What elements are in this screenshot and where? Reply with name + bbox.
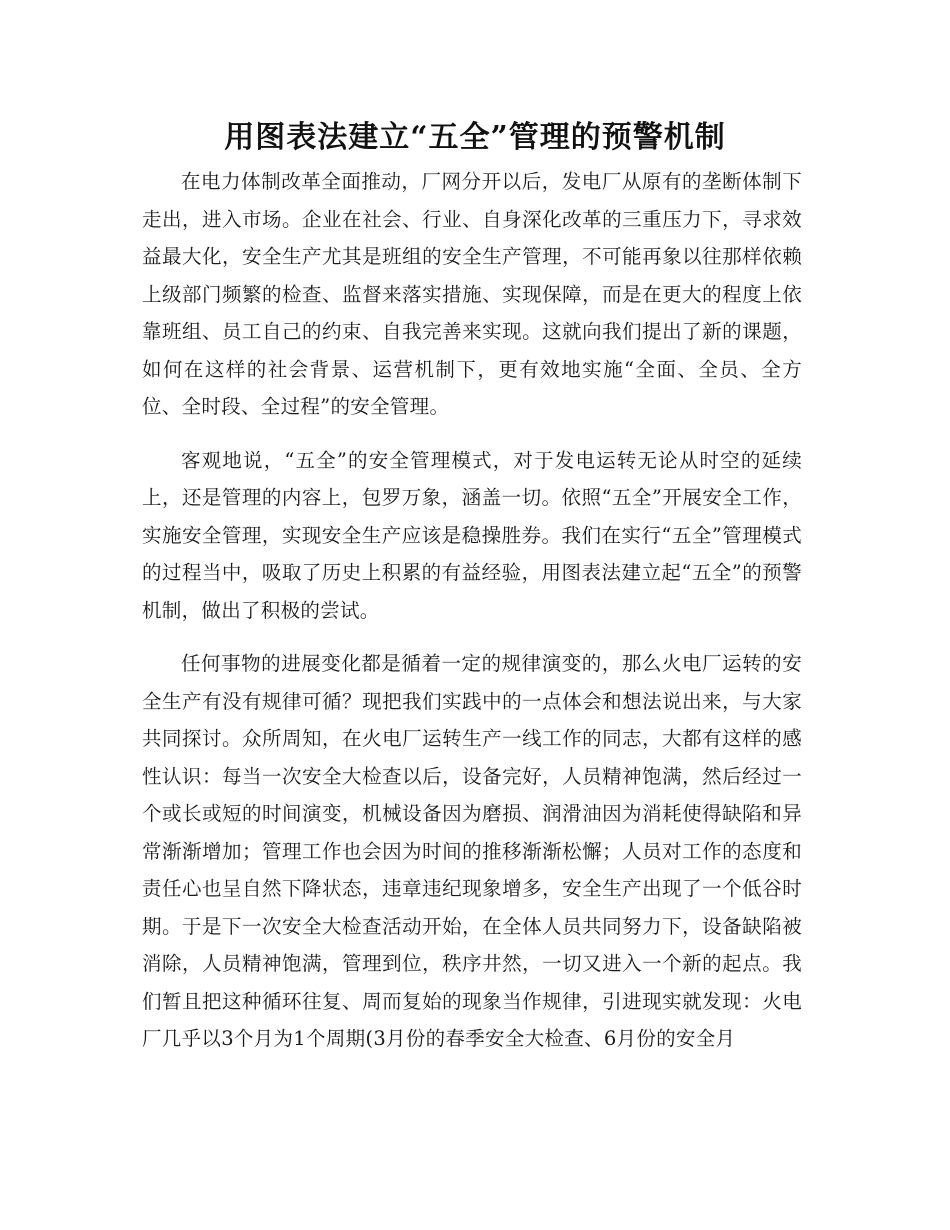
paragraph-2: 客观地说，“五全”的安全管理模式，对于发电运转无论从时空的延续上，还是管理的内容上，包罗万象，涵盖一切。依照“五全”开展安全工作，实施安全管理，实现安全生产应该是稳操胜券。我们在实行“五全”管理模式的过程当中，吸取了历史上积累的有益经验，用图表法建立起“五全”的预警机制，做出了积极的尝试。 [142, 448, 802, 622]
document-title: 用图表法建立“五全”管理的预警机制 [224, 120, 726, 155]
paragraph-1: 在电力体制改革全面推动，厂网分开以后，发电厂从原有的垄断体制下走出，进入市场。企业在社会、行业、自身深化改革的三重压力下，寻求效益最大化，安全生产尤其是班组的安全生产管理，不可能再象以往那样依赖上级部门频繁的检查、监督来落实措施、实现保障，而是在更大的程度上依靠班组、员工自己的约束、自我完善来实现。这就向我们提出了新的课题，如何在这样的社会背景、运营机制下，更有效地实施“全面、全员、全方位、全时段、全过程”的安全管理。 [142, 170, 802, 418]
paragraph-3: 任何事物的进展变化都是循着一定的规律演变的，那么火电厂运转的安全生产有没有规律可循？现把我们实践中的一点体会和想法说出来，与大家共同探讨。众所周知，在火电厂运转生产一线工作的同志，大都有这样的感性认识：每当一次安全大检查以后，设备完好，人员精神饱满，然后经过一个或长或短的时间演变，机械设备因为磨损、润滑油因为消耗使得缺陷和异常渐渐增加；管理工作也会因为时间的推移渐渐松懈；人员对工作的态度和责任心也呈自然下降状态，违章违纪现象增多，安全生产出现了一个低谷时期。于是下一次安全大检查活动开始，在全体人员共同努力下，设备缺陷被消除，人员精神饱满，管理到位，秩序井然，一切又进入一个新的起点。我们暂且把这种循环往复、周而复始的现象当作规律，引进现实就发现：火电厂几乎以3个月为1个周期(3月份的春季安全大检查、6月份的安全月 [142, 652, 802, 1050]
document-body [142, 163, 802, 1074]
